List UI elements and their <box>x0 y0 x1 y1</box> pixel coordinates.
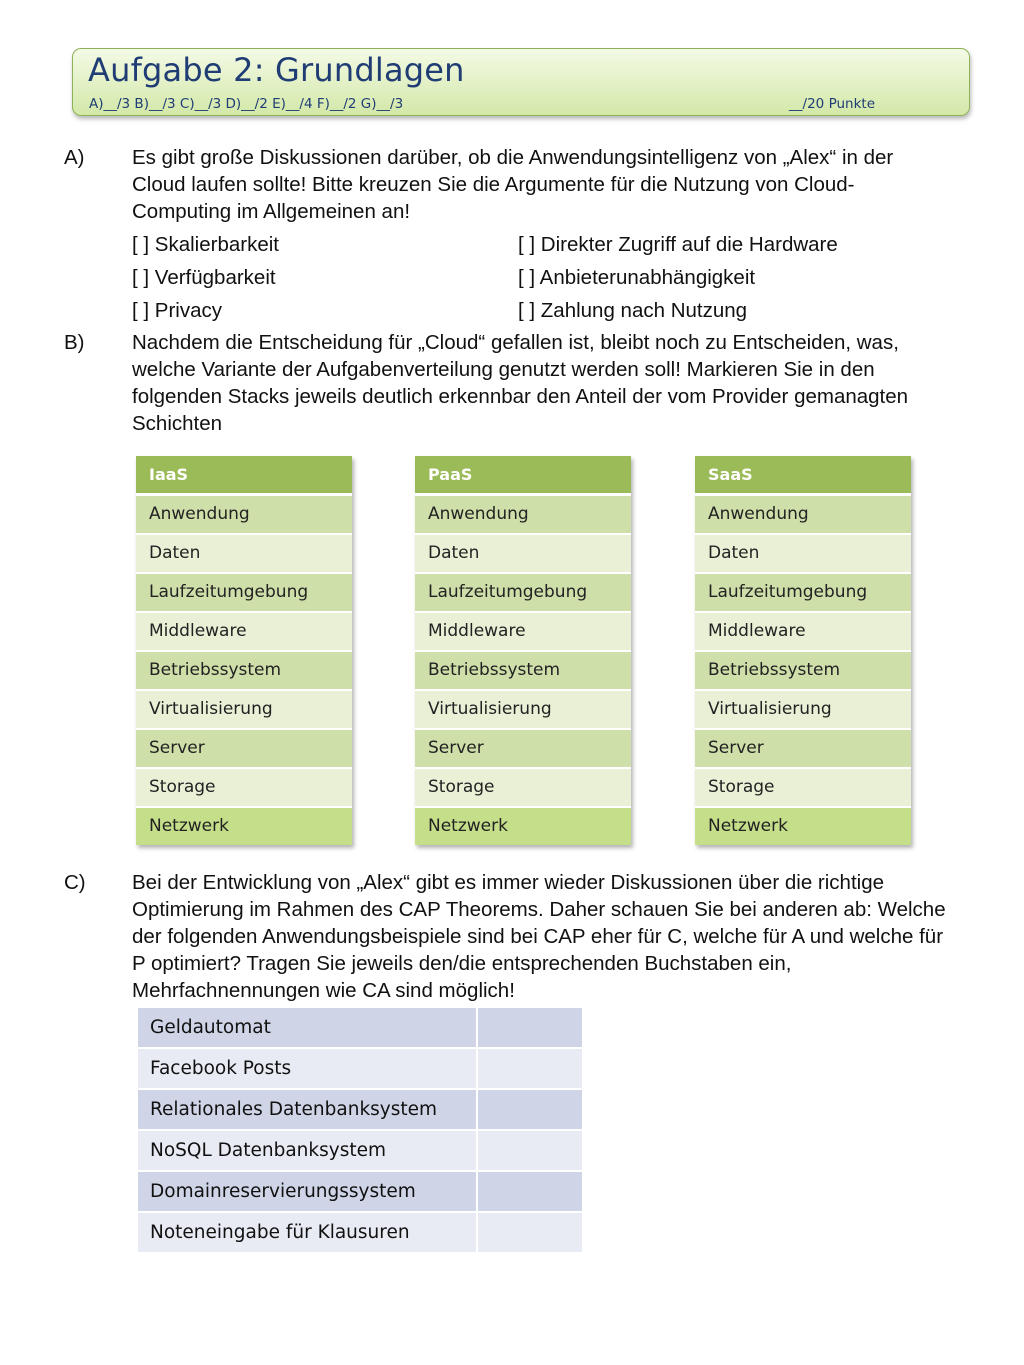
stack-iaas-layer[interactable]: Netzwerk <box>136 808 352 845</box>
stack-iaas-layer[interactable]: Betriebssystem <box>136 652 352 691</box>
stack-saas-layer[interactable]: Netzwerk <box>695 808 911 845</box>
question-a-label: A) <box>64 146 85 169</box>
option-anbieterunabhaengigkeit[interactable]: [ ] Anbieterunabhängigkeit <box>518 266 756 289</box>
stack-saas-layer[interactable]: Laufzeitumgebung <box>695 574 911 613</box>
stack-paas-title: PaaS <box>415 456 631 496</box>
stack-saas-layer[interactable]: Anwendung <box>695 496 911 535</box>
table-row <box>137 1007 583 1048</box>
option-privacy[interactable]: [ ] Privacy <box>132 299 222 322</box>
table-row <box>137 1171 583 1212</box>
question-c-label: C) <box>64 871 86 894</box>
points-breakdown: A)__/3 B)__/3 C)__/3 D)__/2 E)__/4 F)__/2 G)__/3 <box>89 96 404 112</box>
cap-row-label: Relationales Datenbanksystem <box>137 1089 477 1130</box>
question-c-text: Bei der Entwicklung von „Alex“ gibt es immer wieder Diskussionen über die richtige Optimierung im Rahmen des CAP Theorems. Daher schauen Sie bei anderen ab: Welche der folgenden Anwendungsbeispiele sind bei CAP eher für C, welche für A und welche für P optimiert? Tragen Sie jeweils den/die entsprechenden Buchstaben ein, Mehrfachnennungen wie CA sind möglich! <box>132 871 946 1002</box>
table-row <box>137 1089 583 1130</box>
cap-answer-cell[interactable] <box>477 1048 583 1089</box>
stack-paas-layer[interactable]: Daten <box>415 535 631 574</box>
stack-paas-layer[interactable]: Virtualisierung <box>415 691 631 730</box>
question-a-text: Es gibt große Diskussionen darüber, ob die Anwendungsintelligenz von „Alex“ in der Cloud laufen sollte! Bitte kreuzen Sie die Argumente für die Nutzung von Cloud-Computing im Allgemeinen an! <box>132 146 894 223</box>
question-b-text: Nachdem die Entscheidung für „Cloud“ gefallen ist, bleibt noch zu Entscheiden, was, welche Variante der Aufgabenverteilung genutzt werden soll! Markieren Sie in den folgenden Stacks jeweils deutlich erkennbar den Anteil der vom Provider gemanagten Schichten <box>132 331 909 435</box>
stack-iaas-layer[interactable]: Server <box>136 730 352 769</box>
cap-row-label: Facebook Posts <box>137 1048 477 1089</box>
stack-paas <box>415 456 631 845</box>
question-b-label: B) <box>64 331 85 354</box>
stack-saas-layer[interactable]: Server <box>695 730 911 769</box>
stack-iaas-title: IaaS <box>136 456 352 496</box>
stack-paas-layer[interactable]: Netzwerk <box>415 808 631 845</box>
option-verfuegbarkeit[interactable]: [ ] Verfügbarkeit <box>132 266 276 289</box>
stack-iaas-layer[interactable]: Storage <box>136 769 352 808</box>
table-row <box>137 1130 583 1171</box>
cap-answer-cell[interactable] <box>477 1212 583 1253</box>
task-header <box>72 48 970 116</box>
stack-paas-layer[interactable]: Betriebssystem <box>415 652 631 691</box>
stack-paas-layer[interactable]: Anwendung <box>415 496 631 535</box>
cap-row-label: NoSQL Datenbanksystem <box>137 1130 477 1171</box>
stack-iaas <box>136 456 352 845</box>
task-title: Aufgabe 2: Grundlagen <box>88 51 465 89</box>
stack-paas-layer[interactable]: Middleware <box>415 613 631 652</box>
stack-saas-layer[interactable]: Daten <box>695 535 911 574</box>
option-zahlung-nach-nutzung[interactable]: [ ] Zahlung nach Nutzung <box>518 299 748 322</box>
cap-row-label: Noteneingabe für Klausuren <box>137 1212 477 1253</box>
option-skalierbarkeit[interactable]: [ ] Skalierbarkeit <box>132 233 279 256</box>
cap-answer-cell[interactable] <box>477 1089 583 1130</box>
stack-saas-layer[interactable]: Betriebssystem <box>695 652 911 691</box>
cap-answer-cell[interactable] <box>477 1130 583 1171</box>
stack-saas <box>695 456 911 845</box>
cap-row-label: Domainreservierungssystem <box>137 1171 477 1212</box>
cap-table <box>136 1006 584 1254</box>
stack-iaas-layer[interactable]: Virtualisierung <box>136 691 352 730</box>
table-row <box>137 1212 583 1253</box>
stack-saas-title: SaaS <box>695 456 911 496</box>
stack-iaas-layer[interactable]: Middleware <box>136 613 352 652</box>
stack-paas-layer[interactable]: Server <box>415 730 631 769</box>
stack-saas-layer[interactable]: Storage <box>695 769 911 808</box>
option-direkter-zugriff[interactable]: [ ] Direkter Zugriff auf die Hardware <box>518 233 838 256</box>
stack-iaas-layer[interactable]: Daten <box>136 535 352 574</box>
stack-iaas-layer[interactable]: Laufzeitumgebung <box>136 574 352 613</box>
cap-row-label: Geldautomat <box>137 1007 477 1048</box>
cap-answer-cell[interactable] <box>477 1007 583 1048</box>
stack-saas-layer[interactable]: Middleware <box>695 613 911 652</box>
stack-paas-layer[interactable]: Storage <box>415 769 631 808</box>
cap-answer-cell[interactable] <box>477 1171 583 1212</box>
stack-paas-layer[interactable]: Laufzeitumgebung <box>415 574 631 613</box>
stack-iaas-layer[interactable]: Anwendung <box>136 496 352 535</box>
table-row <box>137 1048 583 1089</box>
points-total: __/20 Punkte <box>789 96 875 112</box>
stack-saas-layer[interactable]: Virtualisierung <box>695 691 911 730</box>
